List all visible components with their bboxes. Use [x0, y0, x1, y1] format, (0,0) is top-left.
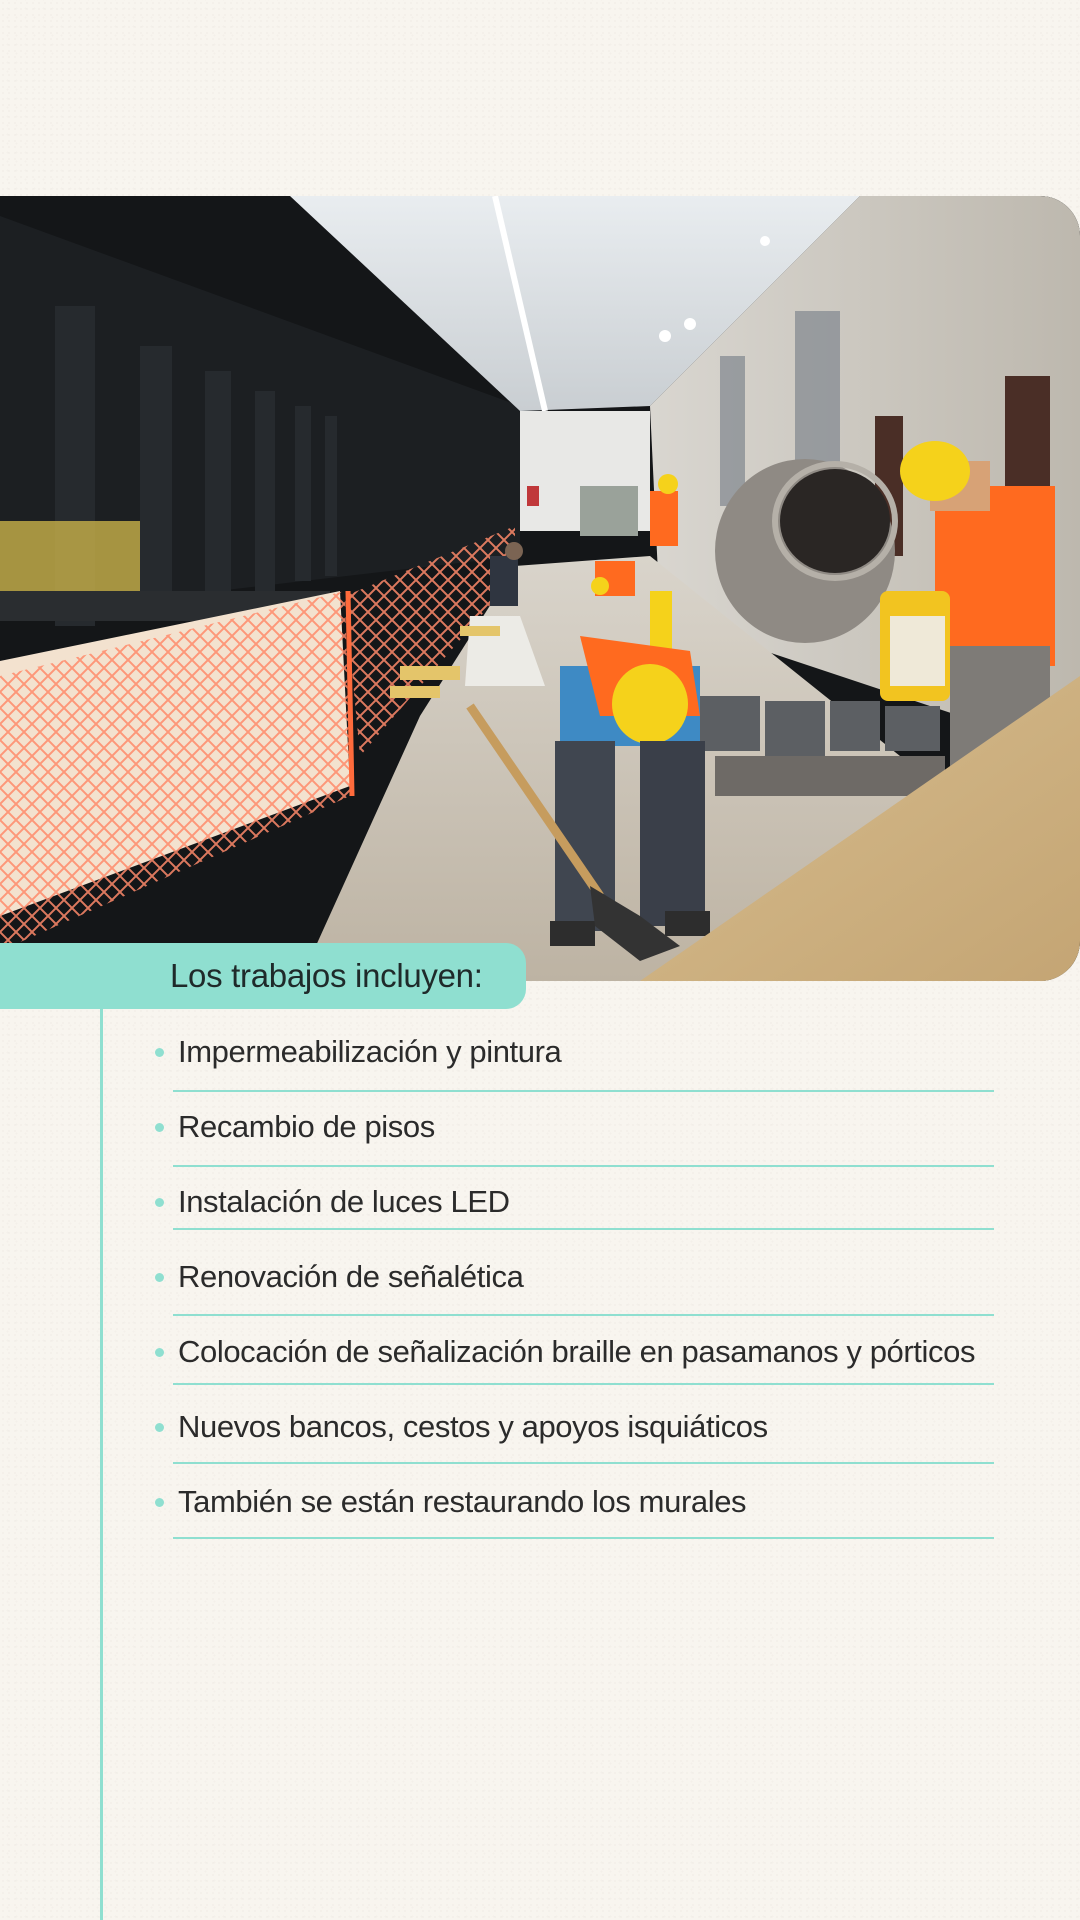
- bullet-icon: [155, 1123, 164, 1132]
- list-item-label: También se están restaurando los murales: [178, 1484, 747, 1519]
- list-separator: [173, 1462, 994, 1464]
- list-item-label: Nuevos bancos, cestos y apoyos isquiáticos: [178, 1409, 768, 1444]
- list-item: [155, 1104, 995, 1150]
- bullet-icon: [155, 1273, 164, 1282]
- list-item-label: Colocación de señalización braille en pasamanos y pórticos: [178, 1334, 976, 1369]
- list-separator: [173, 1383, 994, 1385]
- section-title-tab: [0, 943, 526, 1009]
- vertical-divider: [100, 1009, 103, 1920]
- list-separator: [173, 1165, 994, 1167]
- list-item: [155, 1179, 995, 1225]
- bullet-icon: [155, 1198, 164, 1207]
- list-item-label: Impermeabilización y pintura: [178, 1034, 562, 1069]
- bullet-icon: [155, 1423, 164, 1432]
- bullet-icon: [155, 1048, 164, 1057]
- bullet-icon: [155, 1498, 164, 1507]
- list-item: [155, 1329, 995, 1375]
- list-item: [155, 1404, 995, 1450]
- list-item: [155, 1029, 995, 1075]
- list-separator: [173, 1090, 994, 1092]
- list-item-label: Instalación de luces LED: [178, 1184, 510, 1219]
- list-item-label: Recambio de pisos: [178, 1109, 435, 1144]
- list-item-label: Renovación de señalética: [178, 1259, 524, 1294]
- hero-photo: [0, 196, 1080, 981]
- section-title: Los trabajos incluyen:: [170, 957, 483, 994]
- list-item: [155, 1254, 995, 1300]
- list-item: [155, 1479, 995, 1525]
- list-separator: [173, 1228, 994, 1230]
- list-separator: [173, 1537, 994, 1539]
- bullet-icon: [155, 1348, 164, 1357]
- list-separator: [173, 1314, 994, 1316]
